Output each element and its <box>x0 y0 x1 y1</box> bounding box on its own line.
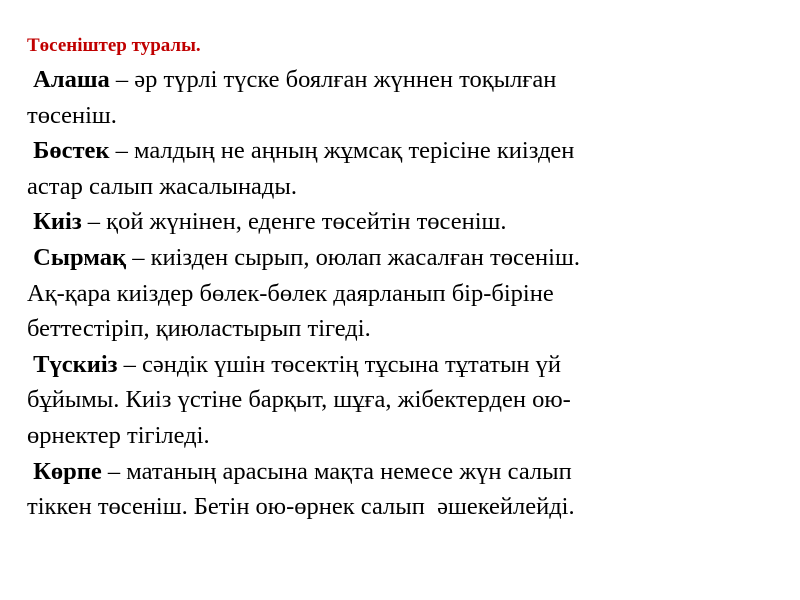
body-text <box>27 62 787 525</box>
line-text: астар салып жасалынады. <box>27 172 297 200</box>
line-text: – киізден сырып, оюлап жасалған төсеніш. <box>126 243 580 271</box>
text-line <box>27 382 787 418</box>
line-text: төсеніш. <box>27 101 117 129</box>
term-bostek: Бөстек <box>33 137 110 165</box>
line-text: – әр түрлі түске боялған жүннен тоқылған <box>109 66 557 93</box>
term-alasha: Алаша <box>33 66 110 93</box>
line-text: өрнектер тігіледі. <box>27 421 210 449</box>
slide-title: Төсеніштер туралы. <box>27 35 201 56</box>
line-text: – малдың не аңның жұмсақ терісіне киізден <box>109 137 575 165</box>
text-line <box>27 98 787 134</box>
text-line <box>27 347 787 383</box>
text-line <box>27 133 787 169</box>
line-text: беттестіріп, қиюластырып тігеді. <box>27 315 371 343</box>
text-line <box>27 62 787 98</box>
text-line <box>27 418 787 454</box>
text-line <box>27 240 787 276</box>
text-line <box>27 489 787 525</box>
text-line <box>27 311 787 347</box>
line-text: – матаның арасына мақта немесе жүн салып <box>101 457 572 485</box>
term-korpe: Көрпе <box>33 457 102 485</box>
term-tuskiiz: Түскиіз <box>33 350 118 378</box>
term-syrmak: Сырмақ <box>33 243 127 271</box>
line-text: – сәндік үшін төсектің тұсына тұтатын үй <box>117 350 562 378</box>
term-kiiz: Киіз <box>33 208 82 236</box>
line-text: – қой жүнінен, еденге төсейтін төсеніш. <box>81 208 507 236</box>
line-text: тіккен төсеніш. Бетін ою-өрнек салып әшекейлейді. <box>27 493 575 521</box>
line-text: бұйымы. Киіз үстіне барқыт, шұға, жібектерден ою- <box>27 386 571 414</box>
text-line <box>27 169 787 205</box>
text-line <box>27 276 787 312</box>
line-text: Ақ-қара киіздер бөлек-бөлек даярланып бір-біріне <box>27 279 554 307</box>
text-line <box>27 454 787 490</box>
text-line <box>27 204 787 240</box>
